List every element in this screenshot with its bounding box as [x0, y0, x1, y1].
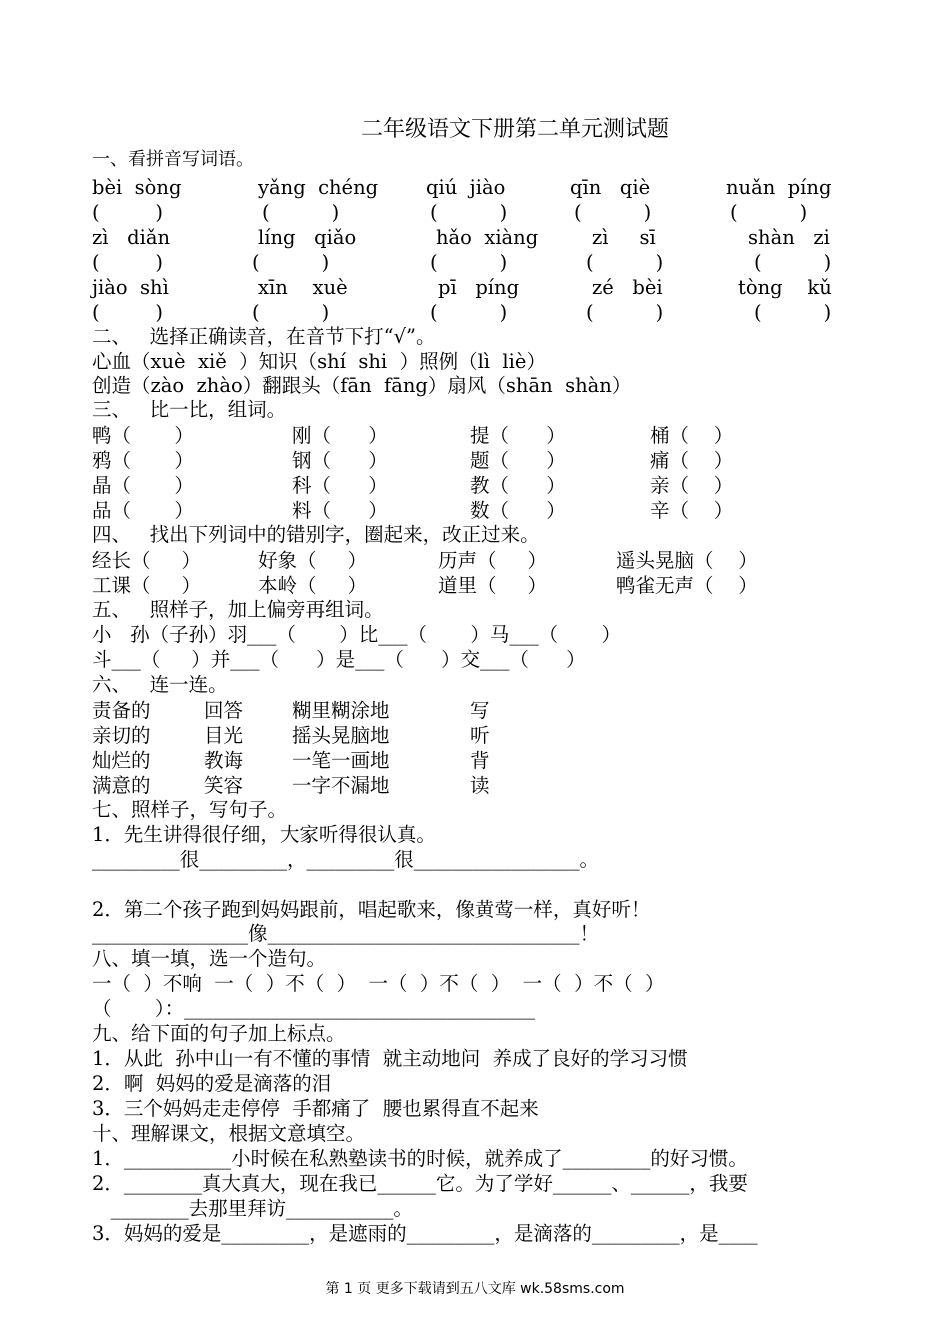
section-9-line: 3．三个妈妈走走停停 手都痛了 腰也累得直不起来 — [92, 1097, 539, 1120]
section-10-line: 3．妈妈的爱是_________，是遮雨的_________，是滴落的_________，是____ — [92, 1222, 758, 1245]
matching-item: 笑容 — [204, 774, 244, 797]
answer-blank: ( ) — [754, 301, 832, 324]
answer-blank: ( ) — [92, 301, 164, 324]
answer-blank: ( ) — [586, 301, 664, 324]
answer-blank: ( ) — [730, 201, 808, 224]
section-8-heading: 八、填一填，选一个造句。 — [92, 947, 327, 970]
matching-item: 亲切的 — [92, 724, 151, 747]
pinyin-item: zì sī — [592, 226, 656, 249]
section-3-heading: 三、 比一比，组词。 — [92, 398, 287, 421]
typo-item: 本岭（ ） — [258, 574, 367, 597]
matching-item: 灿烂的 — [92, 749, 151, 772]
pinyin-item: qiú jiào — [426, 176, 506, 199]
matching-item: 一字不漏地 — [292, 774, 390, 797]
compare-item: 亲（ ） — [650, 474, 734, 497]
matching-item: 摇头晃脑地 — [292, 724, 390, 747]
section-8-line: 一（ ）不响 一（ ）不（ ） 一（ ）不（ ） 一（ ）不（ ） — [92, 972, 665, 995]
typo-item: 鸭雀无声（ ） — [616, 574, 758, 597]
compare-item: 痛（ ） — [650, 449, 734, 472]
section-9-heading: 九、给下面的句子加上标点。 — [92, 1022, 346, 1045]
section-5-line: 斗___（ ）并___（ ）是___（ ）交___（ ） — [92, 648, 586, 671]
matching-item: 写 — [470, 699, 490, 722]
answer-blank: ( ) — [262, 201, 340, 224]
pinyin-item: tòng kǔ — [738, 276, 832, 299]
matching-item: 读 — [470, 774, 490, 797]
section-7-answer: ________________像________________________________！ — [92, 922, 599, 945]
matching-item: 教诲 — [204, 749, 244, 772]
pinyin-item: líng qiǎo — [258, 226, 357, 249]
answer-blank: ( ) — [430, 301, 508, 324]
matching-item: 回答 — [204, 699, 244, 722]
compare-item: 教（ ） — [470, 474, 566, 497]
section-10-line: 1．___________小时候在私熟塾读书的时候，就养成了_________的好习惯。 — [92, 1147, 748, 1170]
compare-item: 鸦（ ） — [92, 449, 194, 472]
section-5-heading: 五、 照样子，加上偏旁再组词。 — [92, 598, 384, 621]
answer-blank: ( ) — [574, 201, 652, 224]
pinyin-item: jiào shì — [92, 276, 169, 299]
pinyin-item: bèi sòng — [92, 176, 182, 199]
section-6-heading: 六、 连一连。 — [92, 673, 228, 696]
answer-blank: ( ) — [252, 251, 330, 274]
pinyin-item: zé bèi — [592, 276, 663, 299]
compare-item: 数（ ） — [470, 499, 566, 522]
section-7-question: 1．先生讲得很仔细，大家听得很认真。 — [92, 823, 436, 846]
section-2-line: 创造（zào zhào）翻跟头（fān fāng）扇风（shān shàn） — [92, 374, 632, 397]
answer-blank: ( ) — [754, 251, 832, 274]
section-5-line: 小 孙（子孙）羽___（ ）比___（ ）马___（ ） — [92, 623, 622, 646]
section-7-question: 2．第二个孩子跑到妈妈跟前，唱起歌来，像黄莺一样，真好听！ — [92, 898, 651, 921]
pinyin-item: xīn xuè — [258, 276, 348, 299]
compare-item: 钢（ ） — [292, 449, 388, 472]
compare-item: 科（ ） — [292, 474, 388, 497]
matching-item: 听 — [470, 724, 490, 747]
matching-item: 满意的 — [92, 774, 151, 797]
compare-item: 品（ ） — [92, 499, 194, 522]
answer-blank: ( ) — [430, 201, 508, 224]
typo-item: 历声（ ） — [438, 549, 547, 572]
compare-item: 晶（ ） — [92, 474, 194, 497]
compare-item: 辛（ ） — [650, 499, 734, 522]
matching-item: 责备的 — [92, 699, 151, 722]
section-10-line: ________去那里拜访___________。 — [92, 1197, 413, 1220]
section-8-line: （ ）：____________________________________ — [92, 997, 536, 1020]
matching-item: 背 — [470, 749, 490, 772]
compare-item: 鸭（ ） — [92, 424, 194, 447]
section-10-line: 2．________真大真大，现在我已______它。为了学好______、______，我要 — [92, 1172, 748, 1195]
pinyin-item: shàn zi — [748, 226, 830, 249]
compare-item: 桶（ ） — [650, 424, 734, 447]
compare-item: 题（ ） — [470, 449, 566, 472]
compare-item: 料（ ） — [292, 499, 388, 522]
section-9-line: 1．从此 孙中山一有不懂的事情 就主动地问 养成了良好的学习习惯 — [92, 1047, 688, 1070]
section-2-line: 心血（xuè xiě ）知识（shí shi ）照例（lì liè） — [92, 350, 546, 373]
section-4-heading: 四、 找出下列词中的错别字，圈起来，改正过来。 — [92, 523, 540, 546]
matching-item: 一笔一画地 — [292, 749, 390, 772]
answer-blank: ( ) — [430, 251, 508, 274]
pinyin-item: nuǎn píng — [726, 176, 832, 199]
pinyin-item: hǎo xiàng — [436, 226, 539, 249]
answer-blank: ( ) — [92, 251, 164, 274]
typo-item: 遥头晃脑（ ） — [616, 549, 758, 572]
typo-item: 经长（ ） — [92, 549, 201, 572]
answer-blank: ( ) — [586, 251, 664, 274]
matching-item: 目光 — [204, 724, 244, 747]
pinyin-item: zì diǎn — [92, 226, 171, 249]
pinyin-item: qīn qiè — [570, 176, 651, 199]
section-2-heading: 二、 选择正确读音，在音节下打“√”。 — [92, 325, 436, 348]
answer-blank: ( ) — [252, 301, 330, 324]
matching-item: 糊里糊涂地 — [292, 699, 390, 722]
section-10-heading: 十、理解课文，根据文意填空。 — [92, 1122, 366, 1145]
typo-item: 道里（ ） — [438, 574, 547, 597]
pinyin-item: pī píng — [438, 276, 520, 299]
pinyin-item: yǎng chéng — [258, 176, 379, 199]
section-1-heading: 一、看拼音写词语。 — [92, 149, 254, 170]
page-title: 二年级语文下册第二单元测试题 — [360, 117, 669, 142]
section-7-heading: 七、照样子，写句子。 — [92, 798, 288, 821]
page-footer: 第 1 页 更多下载请到五八文库 wk.58sms.com — [325, 1281, 625, 1297]
section-9-line: 2．啊 妈妈的爱是滴落的泪 — [92, 1072, 332, 1095]
typo-item: 好象（ ） — [258, 549, 367, 572]
typo-item: 工课（ ） — [92, 574, 201, 597]
compare-item: 提（ ） — [470, 424, 566, 447]
answer-blank: ( ) — [92, 201, 164, 224]
section-7-answer: _________很_________，_________很_________________。 — [92, 848, 599, 871]
compare-item: 刚（ ） — [292, 424, 388, 447]
